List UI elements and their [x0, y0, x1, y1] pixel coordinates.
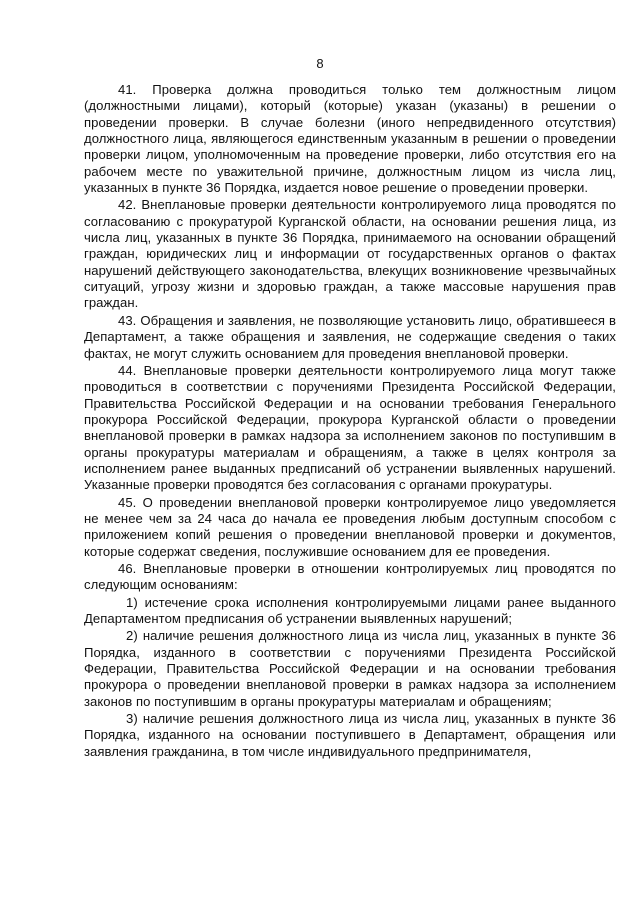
- paragraph-43: 43. Обращения и заявления, не позволяющие установить лицо, обратившееся в Департамент, а также обращения и заявления, не содержащие сведения о таких фактах, не могут служить основанием для проведения внеплановой проверки.: [84, 312, 616, 361]
- paragraph-46: 46. Внеплановые проверки в отношении контролируемых лиц проводятся по следующим основаниям:: [84, 560, 616, 593]
- paragraph-42: 42. Внеплановые проверки деятельности контролируемого лица проводятся по согласованию с прокуратурой Курганской области, на основании решения лица, из числа лиц, указанных в пункте 36 Порядка, принимаемого на основании обращений граждан, юридических лиц и информации от государственных органов о фактах нарушений действующего законодательства, влекущих возникновение чрезвычайных ситуаций, угрозу жизни и здоровью граждан, а также массовые нарушения прав граждан.: [84, 197, 616, 311]
- paragraph-45: 45. О проведении внеплановой проверки контролируемое лицо уведомляется не менее чем за 24 часа до начала ее проведения любым доступным способом с приложением копий решения о проведении внеплановой проверки и документов, которые содержат сведения, послужившие основанием для ее проведения.: [84, 494, 616, 559]
- paragraph-41: 41. Проверка должна проводиться только тем должностным лицом (должностными лицами), который (которые) указан (указаны) в решении о проведении проверки. В случае болезни (иного непредвиденного отсутствия) должностного лица, являющегося единственным указанным в решении о проведении проверки лицом, уполномоченным на проведение проверки, либо отсутствия его на рабочем месте по уважительной причине, должностным лицом из числа лиц, указанных в пункте 36 Порядка, издается новое решение о проведении проверки.: [84, 82, 616, 196]
- paragraph-44: 44. Внеплановые проверки деятельности контролируемого лица могут также проводиться в соответствии с поручениями Президента Российской Федерации, Правительства Российской Федерации и на основании требования Генерального прокурора Российской Федерации, прокурора Курганской области о проведении внеплановой проверки в рамках надзора за исполнением законов по поступившим в органы прокуратуры материалам и обращениям, а также в целях контроля за исполнением ранее выданных предписаний об устранении выявленных нарушений. Указанные проверки проводятся без согласования с органами прокуратуры.: [84, 362, 616, 493]
- document-body: [84, 82, 616, 761]
- subitem-1: 1) истечение срока исполнения контролируемыми лицами ранее выданного Департаментом предписания об устранении выявленных нарушений;: [84, 594, 616, 626]
- subitem-3: 3) наличие решения должностного лица из числа лиц, указанных в пункте 36 Порядка, изданного на основании поступившего в Департамент, обращения или заявления гражданина, в том числе индивидуального предпринимателя,: [84, 711, 616, 759]
- page-number: 8: [316, 56, 324, 71]
- subitem-2: 2) наличие решения должностного лица из числа лиц, указанных в пункте 36 Порядка, изданного в соответствии с поручениями Президента Российской Федерации, Правительства Российской Федерации и на основании требования прокурора о проведении внеплановой проверки в рамках надзора за исполнением законов по поступившим в органы прокуратуры материалам и обращениям;: [84, 628, 616, 709]
